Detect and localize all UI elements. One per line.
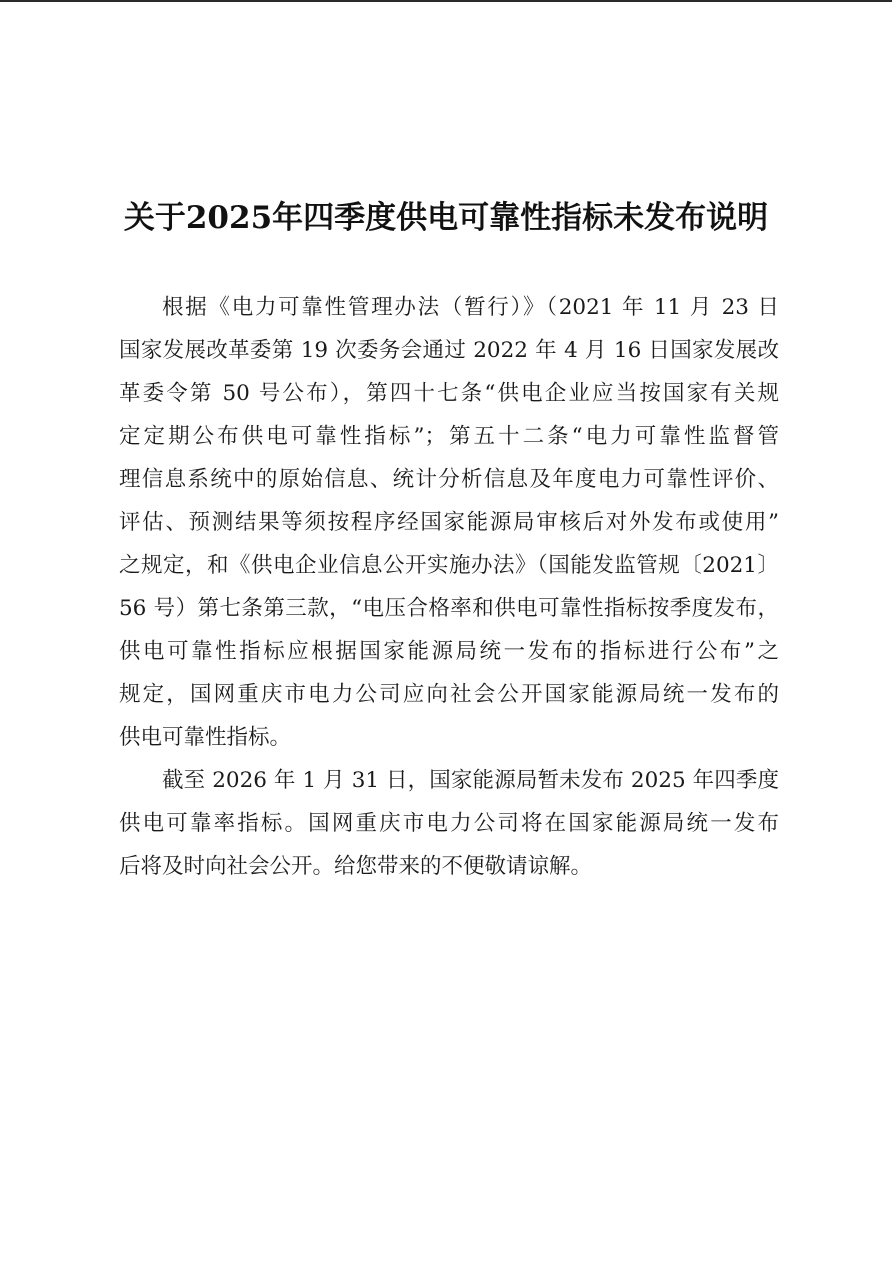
- paragraph-line: 革委令第 50 号公布），第四十七条“供电企业应当按国家有关规: [119, 381, 779, 406]
- paragraph-line: 后将及时向社会公开。给您带来的不便敬请谅解。: [119, 854, 593, 879]
- paragraph-line: 供电可靠性指标。: [119, 725, 292, 750]
- paragraph-line: 供电可靠率指标。国网重庆市电力公司将在国家能源局统一发布: [119, 811, 779, 836]
- paragraph-line: 截至 2026 年 1 月 31 日，国家能源局暂未发布 2025 年四季度: [162, 768, 779, 793]
- paragraph-1: [119, 286, 779, 759]
- paragraph-line: 之规定，和《供电企业信息公开实施办法》（国能发监管规〔2021〕: [119, 553, 779, 578]
- document-title: 关于2025年四季度供电可靠性指标未发布说明: [123, 200, 769, 236]
- paragraph-line: 供电可靠性指标应根据国家能源局统一发布的指标进行公布”之: [119, 639, 779, 664]
- paragraph-line: 定定期公布供电可靠性指标”；第五十二条“电力可靠性监督管: [119, 424, 779, 449]
- paragraph-line: 根据《电力可靠性管理办法（暂行）》（2021 年 11 月 23 日: [162, 295, 779, 320]
- paragraph-line: 国家发展改革委第 19 次委务会通过 2022 年 4 月 16 日国家发展改: [119, 338, 779, 363]
- paragraph-line: 评估、预测结果等须按程序经国家能源局审核后对外发布或使用”: [119, 510, 779, 535]
- paragraph-2: [119, 759, 779, 888]
- paragraph-line: 规定，国网重庆市电力公司应向社会公开国家能源局统一发布的: [119, 682, 779, 707]
- paragraph-line: 理信息系统中的原始信息、统计分析信息及年度电力可靠性评价、: [119, 467, 779, 492]
- document-body: [119, 286, 779, 888]
- paragraph-line: 56 号）第七条第三款，“电压合格率和供电可靠性指标按季度发布，: [119, 596, 779, 621]
